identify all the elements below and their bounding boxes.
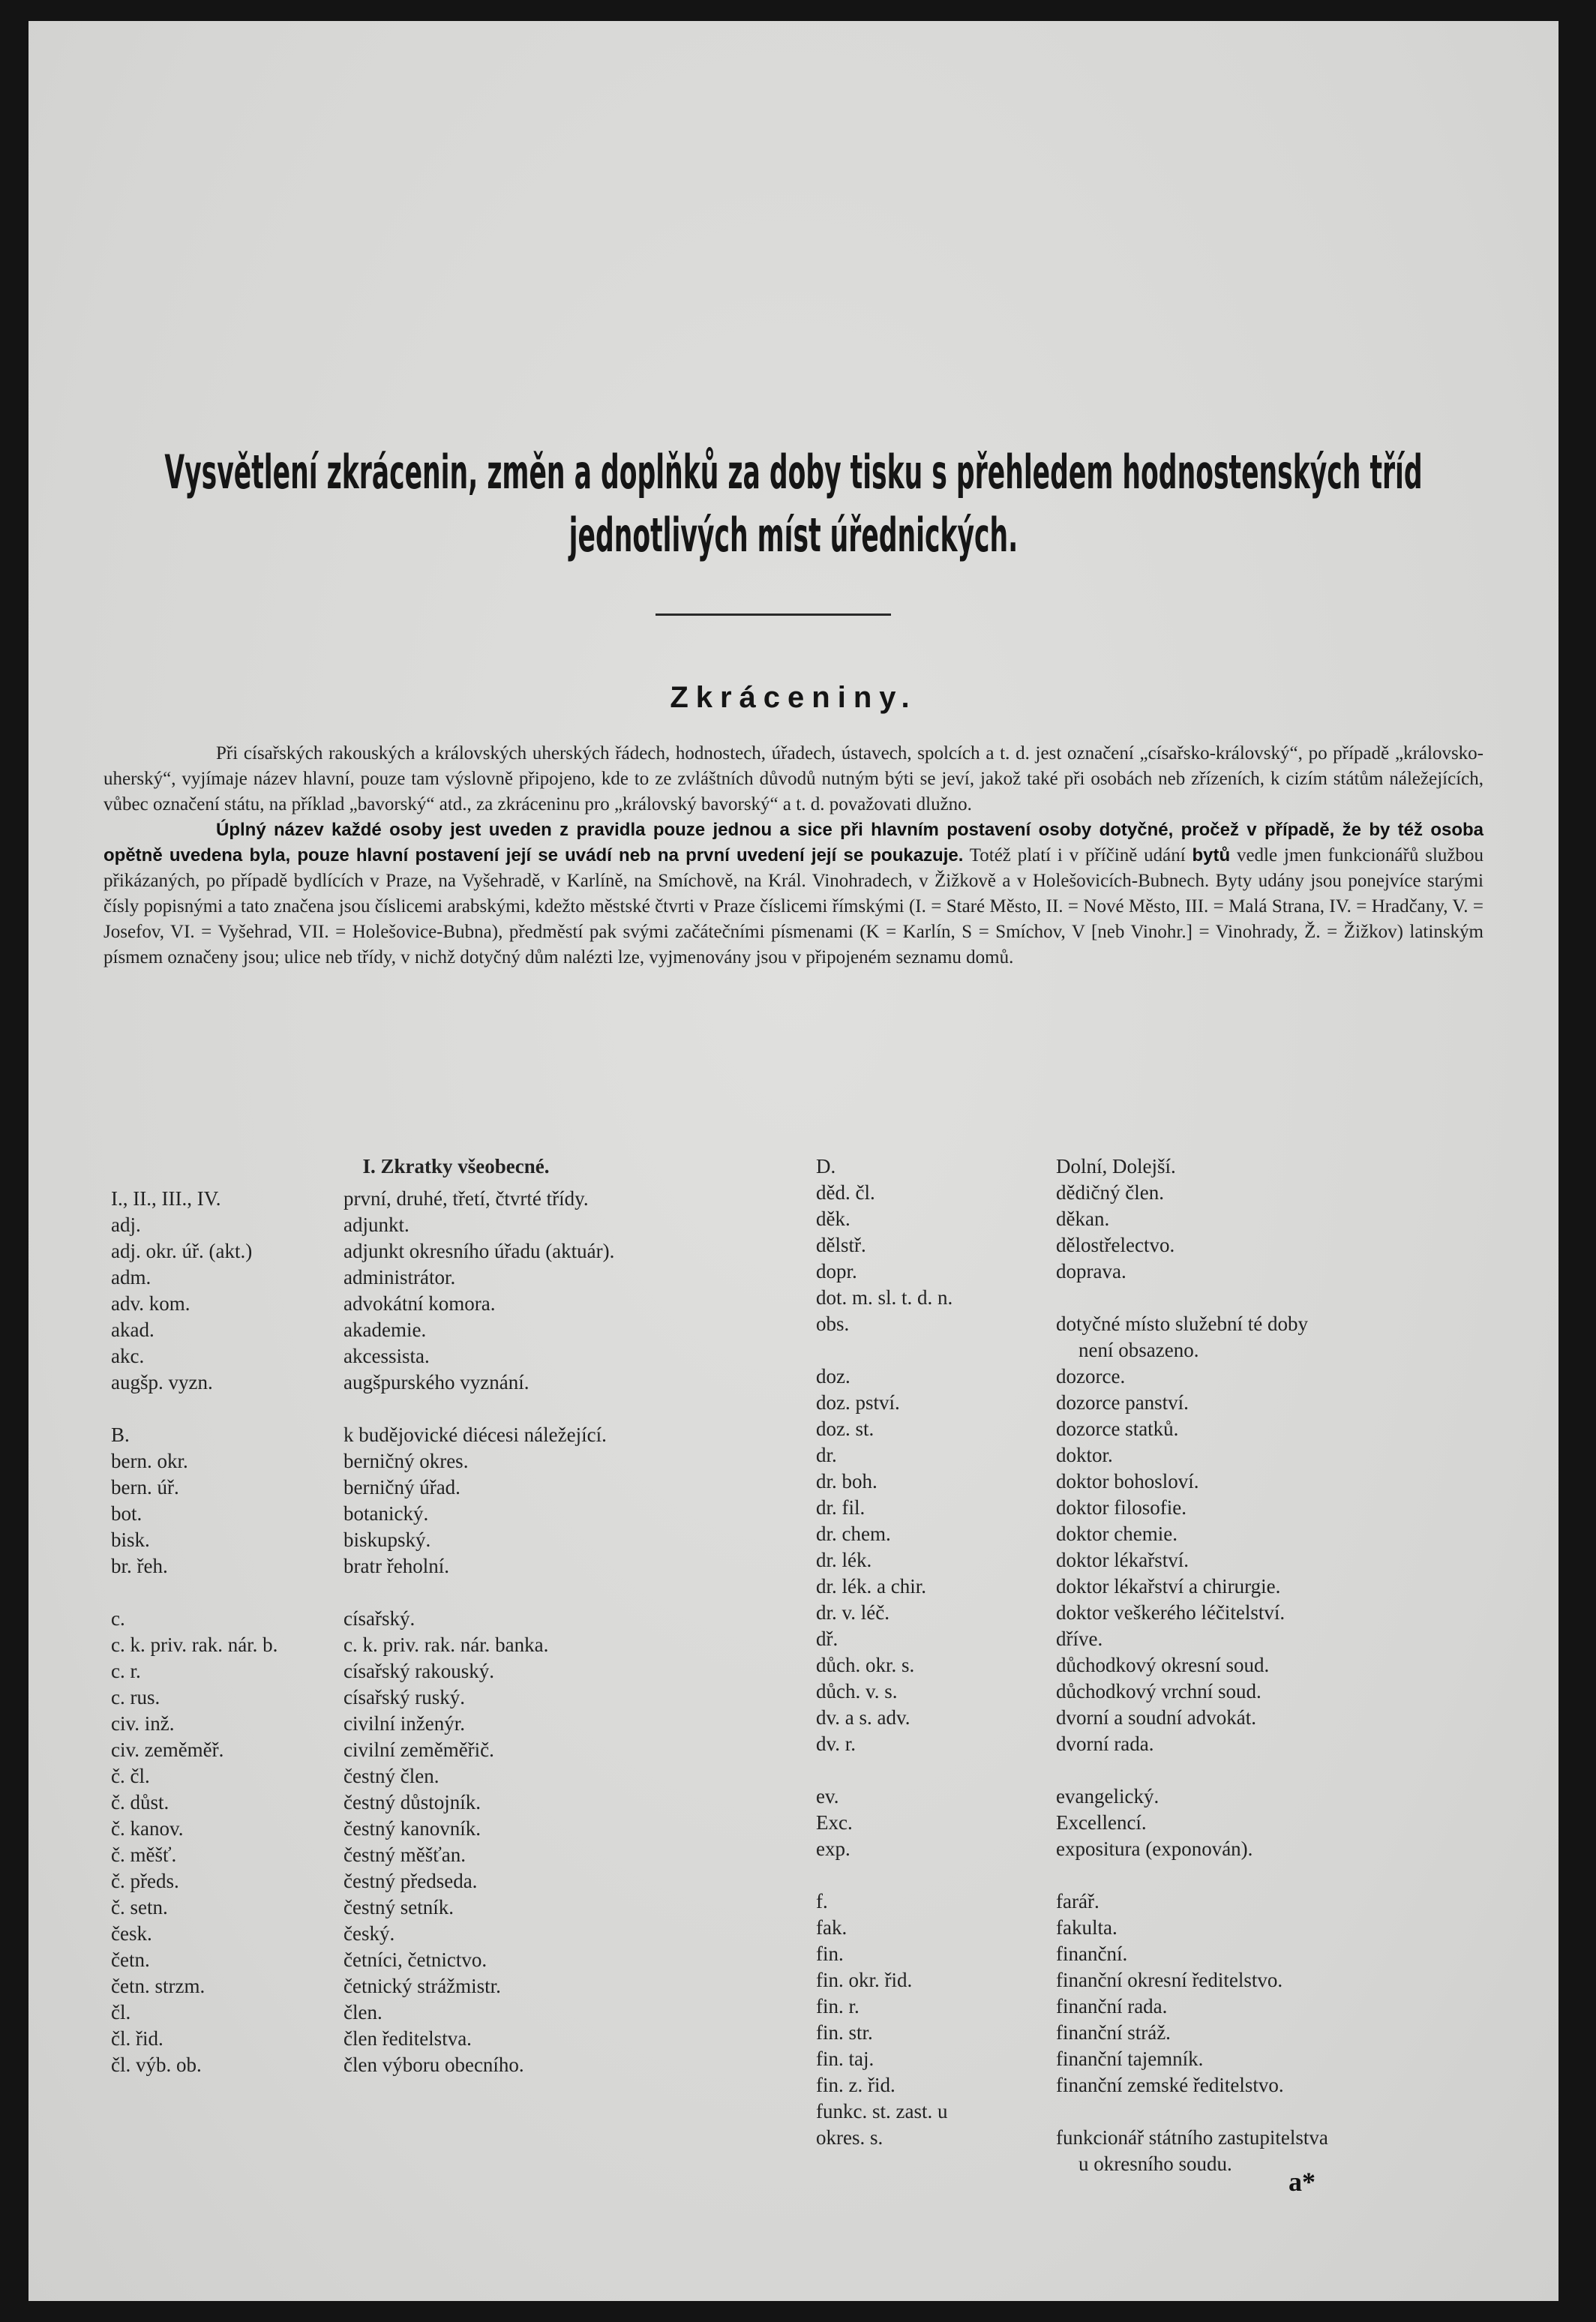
abbreviation-row bbox=[816, 1206, 1506, 1232]
abbreviation: fin. z. řid. bbox=[816, 2074, 896, 2096]
abbreviation-row bbox=[816, 1810, 1506, 1836]
abbreviation: bot. bbox=[111, 1502, 142, 1525]
abbreviation: c. bbox=[111, 1607, 125, 1630]
abbreviation: civ. inž. bbox=[111, 1712, 175, 1735]
abbreviation-meaning: dotyčné místo služební té doby bbox=[1056, 1312, 1308, 1335]
abbreviation-row bbox=[111, 2052, 801, 2078]
abbreviation: čl. výb. ob. bbox=[111, 2054, 202, 2076]
abbreviation-meaning: funkcionář státního zastupitelstva bbox=[1056, 2126, 1328, 2149]
intro-bold-sentence: Úplný název každé osoby jest uveden z pravidla pouze jednou a sice při hlavním postavení osoby dotyčné, pročež v případě, že by též osoba opětně uvedena byla, pouze hlavní postavení její se uvádí neb na první uvedení její se poukazuje. bbox=[104, 820, 1484, 866]
abbreviation-meaning: botanický. bbox=[344, 1502, 429, 1525]
abbreviation-row bbox=[111, 1711, 801, 1737]
abbreviation: f. bbox=[816, 1890, 828, 1912]
abbreviation-meaning: doktor bohosloví. bbox=[1056, 1470, 1199, 1492]
abbreviation-meaning: civilní zeměměřič. bbox=[344, 1738, 494, 1761]
abbreviation-meaning: c. k. priv. rak. nár. banka. bbox=[344, 1634, 549, 1656]
abbreviation-row bbox=[111, 1947, 801, 1973]
abbreviation: dr. fil. bbox=[816, 1496, 866, 1519]
abbreviation-row bbox=[816, 1258, 1506, 1285]
abbreviation-meaning: finanční stráž. bbox=[1056, 2021, 1171, 2044]
abbreviation-row bbox=[816, 1941, 1506, 1967]
abbreviation-row bbox=[111, 2000, 801, 2026]
abbreviation-meaning: expositura (exponován). bbox=[1056, 1838, 1253, 1860]
abbreviation: čl. bbox=[111, 2001, 131, 2024]
abbreviation-row bbox=[816, 1521, 1506, 1547]
abbreviation: ev. bbox=[816, 1785, 839, 1808]
abbreviation-row bbox=[111, 1291, 801, 1317]
abbreviation-row bbox=[111, 1973, 801, 2000]
group-spacer bbox=[816, 1862, 1506, 1888]
abbreviation-row bbox=[111, 1816, 801, 1842]
abbreviation: četn. bbox=[111, 1948, 150, 1971]
abbreviation-row bbox=[111, 1658, 801, 1684]
abbreviation-meaning: farář. bbox=[1056, 1890, 1100, 1912]
abbreviation-meaning bbox=[1056, 2098, 1506, 2125]
abbreviation: c. k. priv. rak. nár. b. bbox=[111, 1634, 278, 1656]
page-title bbox=[96, 441, 1491, 567]
abbreviation: dr. v. léč. bbox=[816, 1601, 890, 1624]
abbreviation-meaning: advokátní komora. bbox=[344, 1292, 496, 1315]
abbreviation: dr. lék. bbox=[816, 1549, 872, 1571]
abbreviation-row bbox=[816, 2098, 1506, 2125]
abbreviation-meaning: u okresního soudu. bbox=[1078, 2152, 1232, 2175]
intro-paragraph-2 bbox=[104, 818, 1484, 970]
intro-text-part: vedle jmen funkcionářů službou přikázaných, po případě bydlících v Praze, na Vyšehradě, v Karlíně, na Smíchově, na Král. Vinohradech, v Žižkově a v Holešovicích-Bubnech. Byty udány jsou ponejvíce starými čísly popisnými a tato značena jsou číslicemi arabskými, kdežto městské čtvrti v Praze číslicemi římskými (I. = Staré Město, II. = Nové Město, III. = Malá Strana, IV. = Hradčany, V. = Josefov, VI. = Vyšehrad, VII. = Holešovice-Bubna), předměstí pak svými začátečními písmenami (K = Karlín, S = Smíchov, V [neb Vinohr.] = Vinohrady, Ž. = Žižkov) latinským písmem označeny jsou; ulice neb třídy, v nichž dotyčný dům nalézti lze, vyjmenovány jsou v připojeném seznamu domů. bbox=[104, 845, 1484, 968]
abbreviation: adv. kom. bbox=[111, 1292, 190, 1315]
abbreviation: fak. bbox=[816, 1916, 848, 1939]
group-spacer bbox=[816, 1757, 1506, 1784]
abbreviation: č. čl. bbox=[111, 1765, 150, 1787]
abbreviation-meaning: finanční rada. bbox=[1056, 1995, 1168, 2018]
abbreviation-row bbox=[111, 2026, 801, 2052]
abbreviation-row bbox=[111, 1842, 801, 1868]
abbreviation-row bbox=[816, 2151, 1506, 2177]
abbreviation-row bbox=[111, 1422, 801, 1448]
group-spacer bbox=[111, 1580, 801, 1606]
abbreviation: bern. okr. bbox=[111, 1450, 188, 1472]
abbreviation-meaning: akcessista. bbox=[344, 1345, 430, 1367]
abbreviation-row bbox=[111, 1238, 801, 1264]
abbreviation-meaning: berničný úřad. bbox=[344, 1476, 460, 1498]
abbreviation: akad. bbox=[111, 1318, 154, 1341]
abbreviation: četn. strzm. bbox=[111, 1975, 206, 1997]
abbreviation: doz. pství. bbox=[816, 1391, 900, 1414]
abbreviation-row bbox=[111, 1186, 801, 1212]
abbreviation: akc. bbox=[111, 1345, 145, 1367]
group-spacer bbox=[111, 1396, 801, 1422]
abbreviation: augšp. vyzn. bbox=[111, 1371, 213, 1394]
abbreviation-row bbox=[111, 1370, 801, 1396]
abbreviation: fin. str. bbox=[816, 2021, 873, 2044]
abbreviation-row bbox=[111, 1474, 801, 1501]
abbreviation-meaning: administrátor. bbox=[344, 1266, 456, 1288]
intro-paragraph-1: Při císařských rakouských a královských uherských řádech, hodnostech, úřadech, ústavech, spolcích a t. d. jest označení „císařsko-královský“, po případě „královsko-uherský“, vyjímaje název hlavní, pouze tam výslovně připojeno, kde to ze zvláštních důvodů nutným býti se jeví, jakož také při osobách neb zřízeních, k cizím státům náležejících, vůbec označení státu, na příklad „bavorský“ atd., za zkráceninu pro „královský bavorský“ a t. d. považovati dlužno. bbox=[104, 743, 1484, 814]
abbreviation-meaning: doktor. bbox=[1056, 1444, 1113, 1466]
abbreviation: dr. boh. bbox=[816, 1470, 878, 1492]
section-heading: Zkráceniny. bbox=[670, 681, 917, 714]
abbreviation-meaning: český. bbox=[344, 1922, 395, 1945]
abbreviation-row bbox=[816, 1337, 1506, 1364]
abbreviation-row bbox=[816, 1442, 1506, 1468]
abbreviation-row bbox=[111, 1894, 801, 1921]
abbreviation-row bbox=[816, 1574, 1506, 1600]
abbreviation: dělstř. bbox=[816, 1234, 866, 1256]
list-title: I. Zkratky všeobecné. bbox=[362, 1155, 550, 1178]
abbreviation-meaning: bratr řeholní. bbox=[344, 1555, 449, 1577]
abbreviation-meaning: berničný okres. bbox=[344, 1450, 469, 1472]
abbreviation-row bbox=[816, 1390, 1506, 1416]
abbreviation-meaning: čestný předseda. bbox=[344, 1870, 478, 1892]
intro-bold-word: bytů bbox=[1192, 845, 1231, 866]
abbreviation-meaning: dědičný člen. bbox=[1056, 1181, 1164, 1204]
abbreviation-meaning: dozorce. bbox=[1056, 1365, 1126, 1388]
abbreviation: česk. bbox=[111, 1922, 152, 1945]
abbreviation: dot. m. sl. t. d. n. bbox=[816, 1286, 953, 1309]
abbreviation-row bbox=[111, 1448, 801, 1474]
abbreviation: D. bbox=[816, 1155, 836, 1178]
abbreviation: dr. bbox=[816, 1444, 837, 1466]
abbreviation-row bbox=[816, 1547, 1506, 1574]
abbreviation: br. řeh. bbox=[111, 1555, 168, 1577]
abbreviation-meaning: biskupský. bbox=[344, 1528, 431, 1551]
abbreviation-meaning: doktor filosofie. bbox=[1056, 1496, 1186, 1519]
abbreviation-meaning: doktor veškerého léčitelství. bbox=[1056, 1601, 1286, 1624]
abbreviation-meaning: člen ředitelstva. bbox=[344, 2027, 472, 2050]
abbreviation-meaning bbox=[1056, 1285, 1506, 1311]
abbreviation: adj. okr. úř. (akt.) bbox=[111, 1240, 253, 1262]
abbreviation-meaning: Excellencí. bbox=[1056, 1811, 1147, 1834]
intro-text bbox=[104, 741, 1484, 970]
abbreviation: doz. st. bbox=[816, 1418, 874, 1440]
abbreviation: fin. okr. řid. bbox=[816, 1969, 913, 1991]
document-page bbox=[28, 21, 1558, 2301]
abbreviation-meaning: finanční okresní ředitelstvo. bbox=[1056, 1969, 1283, 1991]
abbreviation-row bbox=[816, 1731, 1506, 1757]
abbreviation-meaning: císařský. bbox=[344, 1607, 416, 1630]
abbreviation: adj. bbox=[111, 1214, 141, 1236]
abbreviation-meaning: evangelický. bbox=[1056, 1785, 1160, 1808]
abbreviation-row bbox=[111, 1264, 801, 1291]
abbreviation-meaning: doktor chemie. bbox=[1056, 1522, 1178, 1545]
abbreviation-meaning: čestný člen. bbox=[344, 1765, 440, 1787]
abbreviation: děd. čl. bbox=[816, 1181, 875, 1204]
abbreviation-row bbox=[816, 1784, 1506, 1810]
abbreviation-row bbox=[816, 1468, 1506, 1495]
abbreviation-meaning: fakulta. bbox=[1056, 1916, 1118, 1939]
abbreviation-meaning: augšpurského vyznání. bbox=[344, 1371, 530, 1394]
abbreviation-row bbox=[111, 1790, 801, 1816]
abbreviation: dr. lék. a chir. bbox=[816, 1575, 926, 1598]
abbreviation-row bbox=[111, 1763, 801, 1790]
abbreviation-row bbox=[816, 1967, 1506, 1994]
abbreviation-meaning: finanční tajemník. bbox=[1056, 2048, 1204, 2070]
abbreviation-row bbox=[111, 1684, 801, 1711]
abbreviation: č. měšť. bbox=[111, 1844, 177, 1866]
abbreviation-meaning: dělostřelectvo. bbox=[1056, 1234, 1175, 1256]
abbreviation-meaning: dozorce panství. bbox=[1056, 1391, 1189, 1414]
abbreviation-row bbox=[816, 1888, 1506, 1915]
title-divider bbox=[656, 614, 891, 616]
abbreviation: exp. bbox=[816, 1838, 850, 1860]
abbreviation: bern. úř. bbox=[111, 1476, 179, 1498]
abbreviation-row bbox=[816, 2020, 1506, 2046]
abbreviation-meaning: doprava. bbox=[1056, 1260, 1126, 1282]
abbreviation-row bbox=[816, 1915, 1506, 1941]
abbreviation-row bbox=[816, 2046, 1506, 2072]
abbreviation-row bbox=[816, 1678, 1506, 1705]
abbreviation-row bbox=[816, 1626, 1506, 1652]
abbreviation-meaning: k budějovické diécesi náležející. bbox=[344, 1424, 607, 1446]
abbreviation: civ. zeměměř. bbox=[111, 1738, 224, 1761]
title-line-2: jednotlivých míst úřednických. bbox=[568, 508, 1018, 562]
abbreviation-meaning: četníci, četnictvo. bbox=[344, 1948, 488, 1971]
abbreviations-right-column bbox=[816, 1154, 1506, 2177]
signature-mark: a* bbox=[1288, 2167, 1316, 2197]
abbreviation-meaning: není obsazeno. bbox=[1078, 1339, 1199, 1361]
abbreviation-row bbox=[816, 1495, 1506, 1521]
abbreviation-meaning: doktor lékařství a chirurgie. bbox=[1056, 1575, 1281, 1598]
abbreviation-row bbox=[111, 1868, 801, 1894]
abbreviation: adm. bbox=[111, 1266, 152, 1288]
abbreviation: dř. bbox=[816, 1628, 838, 1650]
abbreviation: okres. s. bbox=[816, 2126, 884, 2149]
abbreviation-row bbox=[816, 1154, 1506, 1180]
abbreviation-meaning: důchodkový okresní soud. bbox=[1056, 1654, 1270, 1676]
abbreviation: I., II., III., IV. bbox=[111, 1187, 221, 1210]
abbreviation-meaning: čestný měšťan. bbox=[344, 1844, 466, 1866]
abbreviation-meaning: člen výboru obecního. bbox=[344, 2054, 524, 2076]
abbreviation-meaning: dozorce statků. bbox=[1056, 1418, 1179, 1440]
abbreviation: bisk. bbox=[111, 1528, 150, 1551]
abbreviation-row bbox=[816, 1994, 1506, 2020]
abbreviation-row bbox=[111, 1343, 801, 1370]
abbreviation-row bbox=[816, 1705, 1506, 1731]
abbreviation-meaning: četnický strážmistr. bbox=[344, 1975, 501, 1997]
abbreviation: fin. bbox=[816, 1942, 844, 1965]
abbreviation-row bbox=[111, 1553, 801, 1580]
abbreviation-meaning: děkan. bbox=[1056, 1208, 1110, 1230]
abbreviation-meaning: císařský ruský. bbox=[344, 1686, 465, 1708]
abbreviation-row bbox=[816, 1600, 1506, 1626]
abbreviation-row bbox=[111, 1921, 801, 1947]
abbreviation: dopr. bbox=[816, 1260, 857, 1282]
abbreviation-row bbox=[111, 1501, 801, 1527]
abbreviation-row bbox=[816, 1285, 1506, 1311]
abbreviation-meaning: císařský rakouský. bbox=[344, 1660, 494, 1682]
abbreviation-row bbox=[816, 1836, 1506, 1862]
abbreviation-meaning: akademie. bbox=[344, 1318, 427, 1341]
abbreviation-row bbox=[111, 1737, 801, 1763]
abbreviation-row bbox=[816, 1180, 1506, 1206]
abbreviation: dv. r. bbox=[816, 1732, 856, 1755]
abbreviation: čl. řid. bbox=[111, 2027, 164, 2050]
intro-text-part: Totéž platí i v příčině udání bbox=[963, 845, 1192, 866]
abbreviation-meaning: první, druhé, třetí, čtvrté třídy. bbox=[344, 1187, 589, 1210]
abbreviation: č. důst. bbox=[111, 1791, 170, 1814]
abbreviation-meaning: adjunkt. bbox=[344, 1214, 410, 1236]
abbreviation-row bbox=[111, 1527, 801, 1553]
abbreviation: důch. okr. s. bbox=[816, 1654, 915, 1676]
abbreviation-row bbox=[816, 1416, 1506, 1442]
abbreviation: funkc. st. zast. u bbox=[816, 2100, 948, 2122]
abbreviation: B. bbox=[111, 1424, 130, 1446]
abbreviation-meaning: dvorní a soudní advokát. bbox=[1056, 1706, 1256, 1729]
abbreviation: č. kanov. bbox=[111, 1817, 184, 1840]
abbreviation-meaning: adjunkt okresního úřadu (aktuár). bbox=[344, 1240, 615, 1262]
abbreviation-row bbox=[111, 1632, 801, 1658]
abbreviation-meaning: finanční. bbox=[1056, 1942, 1128, 1965]
abbreviation: c. rus. bbox=[111, 1686, 160, 1708]
abbreviation: č. předs. bbox=[111, 1870, 179, 1892]
abbreviation-row bbox=[816, 2125, 1506, 2151]
abbreviation-row bbox=[111, 1212, 801, 1238]
abbreviation-meaning: doktor lékařství. bbox=[1056, 1549, 1189, 1571]
abbreviation-row bbox=[111, 1317, 801, 1343]
abbreviation-meaning: čestný setník. bbox=[344, 1896, 454, 1918]
abbreviation-row bbox=[111, 1606, 801, 1632]
abbreviation-meaning: Dolní, Dolejší. bbox=[1056, 1155, 1176, 1178]
abbreviation: Exc. bbox=[816, 1811, 853, 1834]
abbreviation-meaning: člen. bbox=[344, 2001, 382, 2024]
abbreviation-meaning: finanční zemské ředitelstvo. bbox=[1056, 2074, 1284, 2096]
abbreviation-row bbox=[816, 1652, 1506, 1678]
abbreviation-meaning: důchodkový vrchní soud. bbox=[1056, 1680, 1262, 1702]
abbreviation-meaning: čestný kanovník. bbox=[344, 1817, 481, 1840]
abbreviation: obs. bbox=[816, 1312, 850, 1335]
abbreviation-meaning: civilní inženýr. bbox=[344, 1712, 465, 1735]
abbreviation: dr. chem. bbox=[816, 1522, 891, 1545]
abbreviation-meaning: čestný důstojník. bbox=[344, 1791, 481, 1814]
abbreviation-meaning: dvorní rada. bbox=[1056, 1732, 1154, 1755]
abbreviation: fin. taj. bbox=[816, 2048, 874, 2070]
abbreviation: důch. v. s. bbox=[816, 1680, 898, 1702]
abbreviation: fin. r. bbox=[816, 1995, 860, 2018]
abbreviation bbox=[816, 2151, 1056, 2177]
abbreviation: dv. a s. adv. bbox=[816, 1706, 910, 1729]
abbreviation-row bbox=[816, 2072, 1506, 2098]
title-line-1: Vysvětlení zkrácenin, změn a doplňků za doby tisku s přehledem hodnostenských tříd bbox=[164, 445, 1423, 500]
abbreviation: c. r. bbox=[111, 1660, 141, 1682]
abbreviation bbox=[816, 1337, 1056, 1364]
abbreviation: děk. bbox=[816, 1208, 850, 1230]
abbreviation: doz. bbox=[816, 1365, 850, 1388]
abbreviation-row bbox=[816, 1232, 1506, 1258]
abbreviation-meaning: dříve. bbox=[1056, 1628, 1103, 1650]
abbreviations-left-column bbox=[111, 1154, 801, 2078]
abbreviation: č. setn. bbox=[111, 1896, 168, 1918]
abbreviation-row bbox=[816, 1364, 1506, 1390]
abbreviation-row bbox=[816, 1311, 1506, 1337]
